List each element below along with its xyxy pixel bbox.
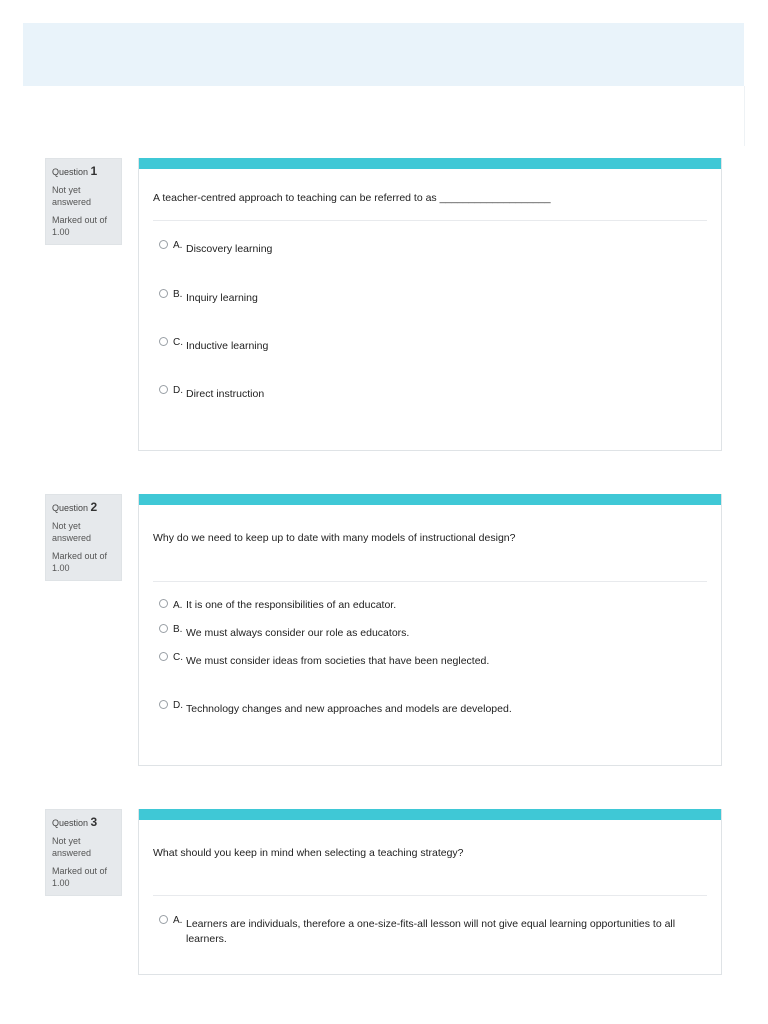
option-text: Discovery learning [186, 243, 273, 255]
radio-button[interactable] [159, 599, 168, 608]
option-text: Technology changes and new approaches and models are developed. [186, 703, 512, 715]
question-number: 1 [90, 164, 98, 178]
question-card-2 [138, 494, 722, 766]
radio-button[interactable] [159, 652, 168, 661]
option-letter: C. [173, 652, 183, 663]
question-number: 2 [90, 500, 98, 514]
radio-button[interactable] [159, 915, 168, 924]
page-header-banner [23, 23, 744, 86]
radio-button[interactable] [159, 385, 168, 394]
question-grade: Marked out of 1.00 [52, 866, 108, 888]
question-text: A teacher-centred approach to teaching can be referred to as ___________________ [153, 192, 551, 204]
question-text: Why do we need to keep up to date with many models of instructional design? [153, 532, 516, 544]
radio-button[interactable] [159, 240, 168, 249]
option-text: Direct instruction [186, 388, 265, 400]
option-letter: A. [173, 240, 183, 251]
option-letter: A. [173, 915, 183, 926]
option-text: Learners are individuals, therefore a one-size-fits-all lesson will not give equal learning opportunities to all learners. [186, 918, 676, 945]
option-text: It is one of the responsibilities of an educator. [186, 599, 397, 611]
radio-button[interactable] [159, 289, 168, 298]
question-number: 3 [90, 815, 98, 829]
question-state: Not yet answered [52, 836, 92, 858]
option-letter: B. [173, 624, 183, 635]
radio-button[interactable] [159, 624, 168, 633]
question-grade: Marked out of 1.00 [52, 215, 108, 237]
option-letter: B. [173, 289, 183, 300]
question-accent-bar [139, 809, 721, 820]
question-divider [153, 220, 707, 221]
question-state: Not yet answered [52, 521, 92, 543]
option-letter: A. [173, 600, 183, 611]
question-state: Not yet answered [52, 185, 92, 207]
option-letter: D. [173, 700, 183, 711]
question-card-3 [138, 809, 722, 975]
option-letter: C. [173, 337, 183, 348]
question-label: Question [52, 167, 89, 177]
option-text: Inductive learning [186, 340, 269, 352]
question-grade: Marked out of 1.00 [52, 551, 108, 573]
question-divider [153, 581, 707, 582]
question-accent-bar [139, 158, 721, 169]
radio-button[interactable] [159, 700, 168, 709]
option-letter: D. [173, 385, 183, 396]
divider [744, 86, 745, 146]
question-label: Question [52, 818, 89, 828]
question-text: What should you keep in mind when selecting a teaching strategy? [153, 847, 464, 859]
option-text: Inquiry learning [186, 292, 258, 304]
question-info-2 [45, 494, 122, 581]
question-info-1 [45, 158, 122, 245]
question-label: Question [52, 503, 89, 513]
question-divider [153, 895, 707, 896]
option-text: We must consider ideas from societies that have been neglected. [186, 655, 490, 667]
question-card-1 [138, 158, 722, 451]
question-accent-bar [139, 494, 721, 505]
radio-button[interactable] [159, 337, 168, 346]
option-text: We must always consider our role as educators. [186, 627, 410, 639]
question-info-3 [45, 809, 122, 896]
